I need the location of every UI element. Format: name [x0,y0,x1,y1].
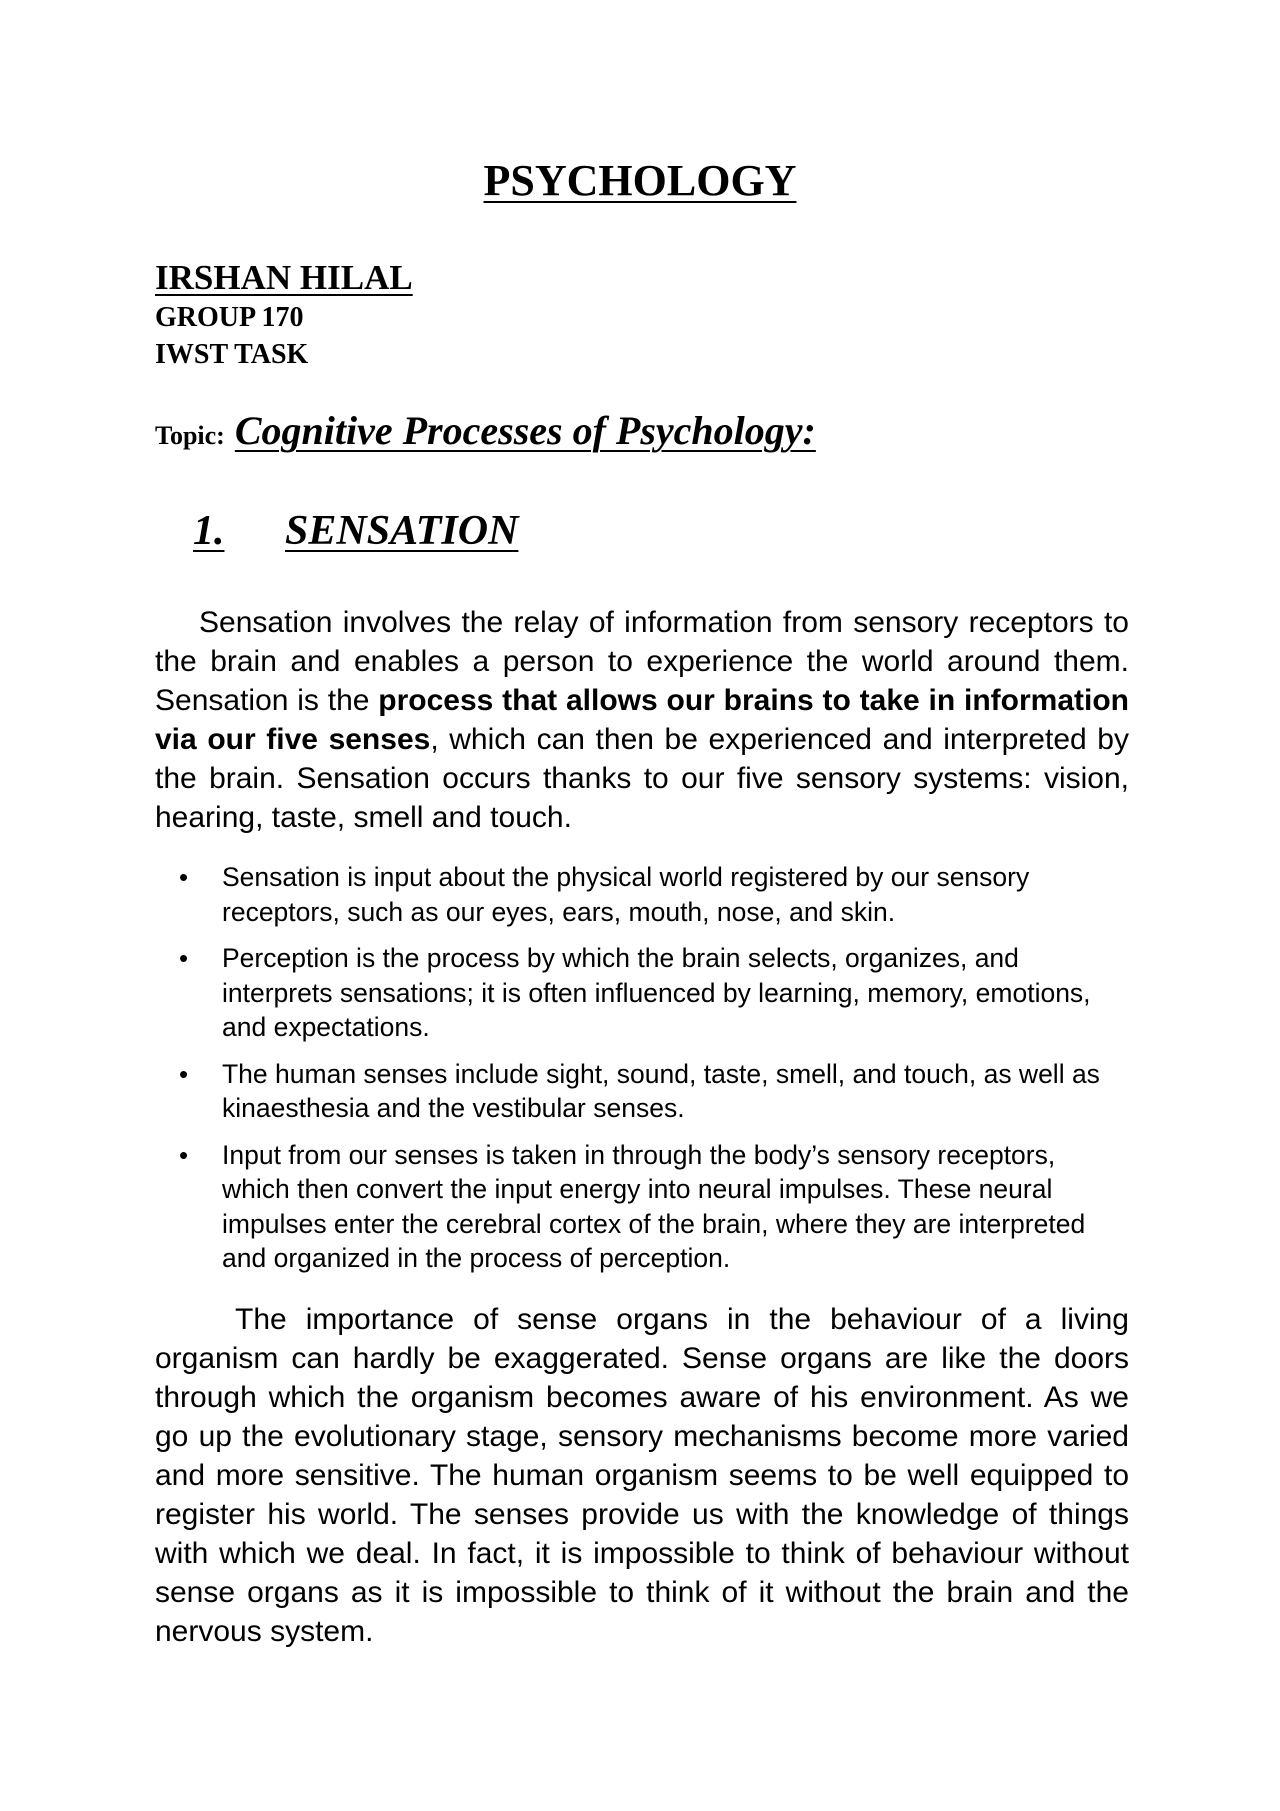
section-heading [193,505,518,557]
sense-organs-paragraph: The importance of sense organs in the behaviour of a living organism can hardly be exaggerated. Sense organs are like the doors through which the organism becomes aware of his environment. As we go up the evolutionary stage, sensory mechanisms become more varied and more sensitive. The human organism seems to be well equipped to register his world. The senses provide us with the knowledge of things with which we deal. In fact, it is impossible to think of behaviour without sense organs as it is impossible to think of it without the brain and the nervous system. [155,1303,1129,1648]
bullet-item [155,1057,1129,1126]
bullet-list [155,860,1129,1288]
bullet-icon: • [179,1058,189,1089]
task-label: IWST TASK [155,339,309,370]
bullet-text: Sensation is input about the physical world registered by our sensory receptors, such as our eyes, ears, mouth, nose, and skin. [222,862,1030,927]
bullet-text: Perception is the process by which the brain selects, organizes, and interprets sensations; it is often influenced by learning, memory, emotions, and expectations. [222,943,1091,1042]
bullet-item [155,1138,1129,1276]
paragraph-text: Sensation involves the relay of information from sensory receptors to the brain and enables a person to experience the world around them. Sensation is the [155,606,1129,717]
sensation-intro-paragraph [155,603,1129,837]
topic-text: Cognitive Processes of Psychology: [234,408,816,453]
bullet-item [155,941,1129,1045]
author-name: IRSHAN HILAL [155,258,413,297]
topic-label: Topic: [155,421,225,450]
bullet-text: The human senses include sight, sound, taste, smell, and touch, as well as kinaesthesia and the vestibular senses. [222,1058,1100,1123]
bullet-icon: • [179,943,189,973]
paragraph-text: , which can then be experienced and interpreted by the brain. Sensation occurs thanks to our five sensory systems: vision, hearing, taste, smell and touch. [155,723,1129,834]
group-label: GROUP 170 [155,302,304,333]
topic-line [155,407,816,454]
document-title-text: PSYCHOLOGY [483,156,797,205]
bullet-icon: • [179,862,189,892]
bullet-icon: • [179,1139,189,1170]
document-title [0,155,1280,207]
section-number: 1. [193,508,225,554]
bullet-text: Input from our senses is taken in through the body’s sensory receptors, which then convert the input energy into neural impulses. These neural impulses enter the cerebral cortex of the brain, where they are interpreted and organized in the process of perception. [222,1139,1086,1273]
section-title: SENSATION [285,508,519,554]
bullet-item [155,860,1129,929]
paragraph-bold-text: process that allows our brains to take in information via our five senses [155,684,1129,756]
